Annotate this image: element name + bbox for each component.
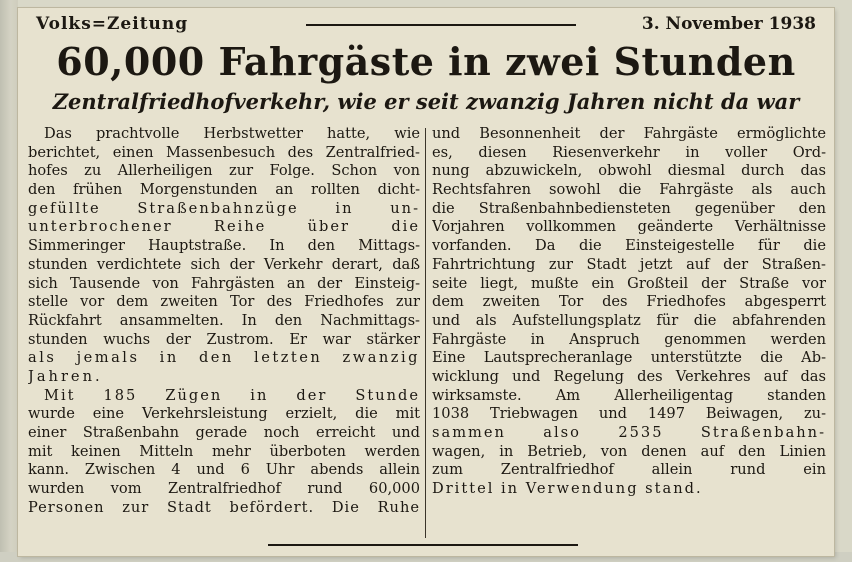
text-line: sammen also 2535 Straßenbahn- xyxy=(432,424,826,441)
column-divider xyxy=(425,128,426,538)
text-line: kann. Zwischen 4 und 6 Uhr abends allein xyxy=(28,461,420,479)
text-line: es, diesen Riesenverkehr in voller Ord- xyxy=(432,143,826,161)
text-line: mit keinen Mitteln mehr überboten werden xyxy=(28,442,420,460)
text-line: sich Tausende von Fahrgästen an der Einsteig- xyxy=(28,274,420,292)
masthead xyxy=(36,12,816,36)
text-line: Drittel in Verwendung stand. xyxy=(432,480,703,498)
text-line: Das prachtvolle Herbstwetter hatte, wie xyxy=(44,125,420,142)
text-line: Vorjahren vollkommen geänderte Verhältnisse xyxy=(432,218,826,236)
newspaper-clipping xyxy=(18,8,834,556)
text-line: einer Straßenbahn gerade noch erreicht und xyxy=(28,424,420,441)
text-line: Mit 185 Zügen in der Stunde xyxy=(44,386,420,404)
text-line: vorfanden. Da die Einsteigestelle für die xyxy=(432,237,826,255)
article-column-left xyxy=(28,125,420,517)
text-line: wurde eine Verkehrsleistung erzielt, die mit xyxy=(28,405,420,423)
subheadline: Zentralfriedhofverkehr, wie er seit zwanzig Jahren nicht da war xyxy=(52,89,800,114)
article-column-right xyxy=(432,125,826,499)
text-line: Fahrtrichtung zur Stadt jetzt auf der Straßen- xyxy=(432,255,826,273)
text-line: wurden vom Zentralfriedhof rund 60,000 xyxy=(28,480,420,498)
text-line: hofes zu Allerheiligen zur Folge. Schon von xyxy=(28,162,420,180)
text-line: zum Zentralfriedhof allein rund ein xyxy=(432,461,826,479)
paper-name: Volks=Zeitung xyxy=(36,14,189,34)
text-line: nung abzuwickeln, obwohl diesmal durch das xyxy=(432,162,826,180)
text-line: den frühen Morgenstunden an rollten dicht- xyxy=(28,181,420,199)
bottom-rule xyxy=(268,544,578,546)
text-line: und Besonnenheit der Fahrgäste ermöglichte xyxy=(432,125,826,142)
headline: 60,000 Fahrgäste in zwei Stunden xyxy=(56,39,796,84)
page-edge xyxy=(0,0,18,562)
text-line: als jemals in den letzten zwanzig xyxy=(28,349,420,367)
text-line: Simmeringer Hauptstraße. In den Mittags- xyxy=(28,237,420,255)
text-line: 1038 Triebwagen und 1497 Beiwagen, zu- xyxy=(432,405,826,423)
text-line: wirksamste. Am Allerheiligentag standen xyxy=(432,386,826,404)
text-line: Personen zur Stadt befördert. Die Ruhe xyxy=(28,498,420,516)
text-line: berichtet, einen Massenbesuch des Zentralfried- xyxy=(28,143,420,161)
text-line: stunden wuchs der Zustrom. Er war stärker xyxy=(28,330,420,348)
masthead-rule xyxy=(306,24,576,26)
text-line: gefüllte Straßenbahnzüge in un- xyxy=(28,199,420,217)
text-line: wicklung und Regelung des Verkehres auf das xyxy=(432,367,826,385)
text-line: Eine Lautsprecheranlage unterstützte die Ab- xyxy=(432,349,826,367)
text-line: unterbrochener Reihe über die xyxy=(28,218,420,236)
text-line: Rückfahrt ansammelten. In den Nachmittags- xyxy=(28,311,420,329)
text-line: dem zweiten Tor des Friedhofes abgesperrt xyxy=(432,293,826,311)
text-line: stunden verdichtete sich der Verkehr derart, daß xyxy=(28,255,420,273)
text-line: die Straßenbahnbediensteten gegenüber den xyxy=(432,199,826,217)
text-line: seite liegt, mußte ein Großteil der Straße vor xyxy=(432,274,826,292)
text-line: und als Aufstellungsplatz für die abfahrenden xyxy=(432,311,826,329)
text-line: Fahrgäste in Anspruch genommen werden xyxy=(432,330,826,348)
text-line: wagen, in Betrieb, von denen auf den Linien xyxy=(432,442,826,460)
text-line: stelle vor dem zweiten Tor des Friedhofes zur xyxy=(28,293,420,311)
issue-date: 3. November 1938 xyxy=(641,14,816,34)
text-line: Jahren. xyxy=(28,367,103,385)
text-line: Rechtsfahren sowohl die Fahrgäste als auch xyxy=(432,181,826,199)
